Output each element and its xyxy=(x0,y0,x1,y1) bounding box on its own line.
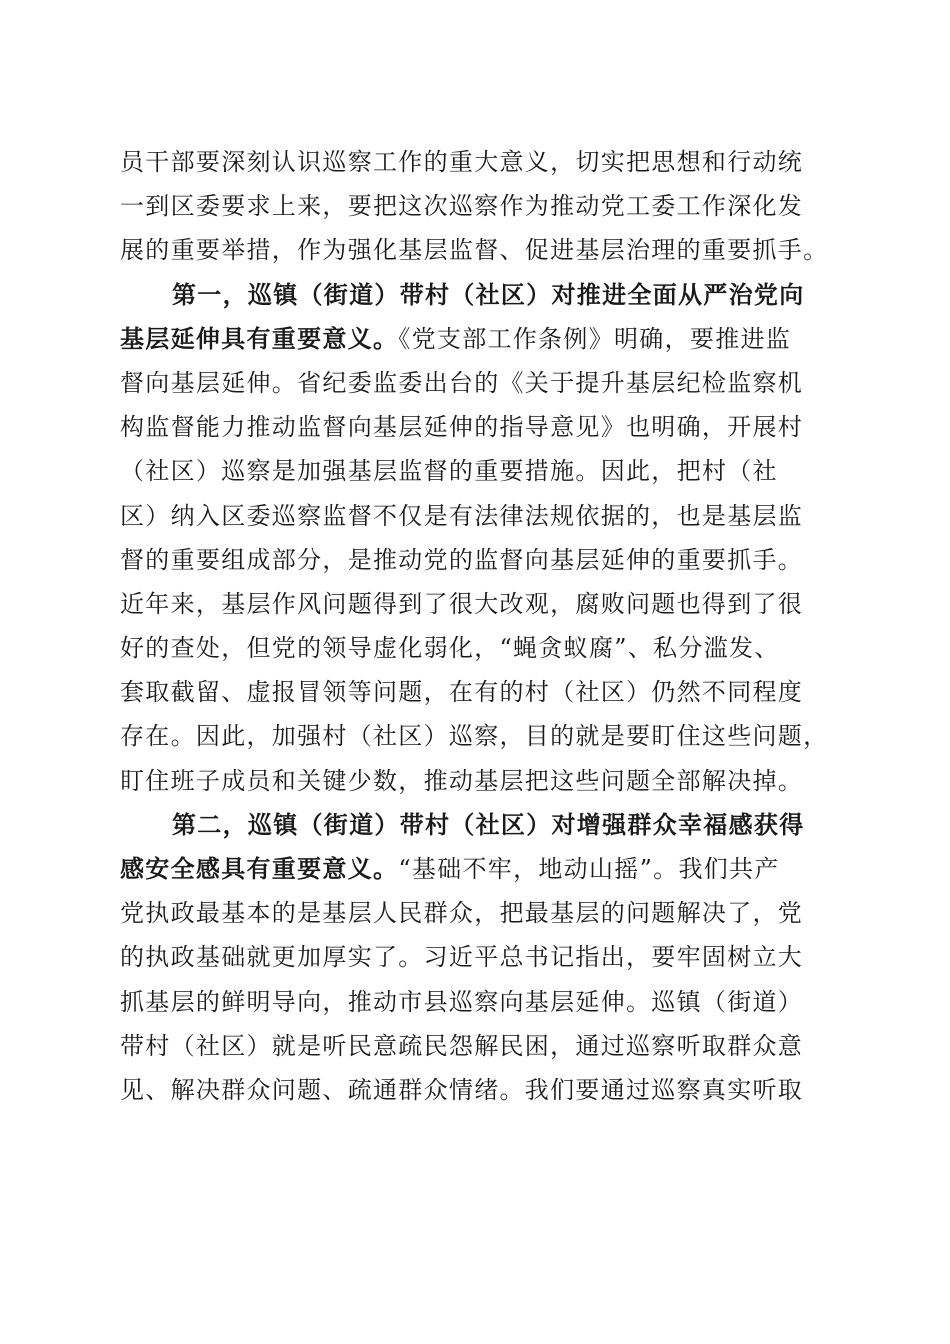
body-text xyxy=(120,140,840,1112)
text-segment: 《党支部工作条例》明确，要推进监 xyxy=(398,324,792,353)
text-segment: 展的重要举措，作为强化基层监督、促进基层治理的重要抓手。 xyxy=(120,236,829,265)
text-segment: 见、解决群众问题、疏通群众情绪。我们要通过巡察真实听取 xyxy=(120,1075,804,1104)
text-line xyxy=(120,891,840,935)
text-segment: 近年来，基层作风问题得到了很大改观，腐败问题也得到了很 xyxy=(120,589,804,618)
text-segment: 督向基层延伸。省纪委监委出台的《关于提升基层纪检监察机 xyxy=(120,368,804,397)
text-line xyxy=(120,582,840,626)
text-segment: 区）纳入区委巡察监督不仅是有法律法规依据的，也是基层监 xyxy=(120,501,804,530)
bold-text-segment: 第一，巡镇（街道）带村（社区）对推进全面从严治党向 xyxy=(172,279,805,309)
text-line xyxy=(120,980,840,1024)
text-line xyxy=(120,1024,840,1068)
text-line xyxy=(120,538,840,582)
text-line xyxy=(120,184,840,228)
text-line xyxy=(120,803,840,847)
text-line xyxy=(120,626,840,670)
text-line xyxy=(120,449,840,493)
text-segment: 好的查处，但党的领导虚化弱化，“蝇贪蚁腐”、私分滥发、 xyxy=(120,634,780,663)
text-line xyxy=(120,273,840,317)
text-line xyxy=(120,140,840,184)
text-line xyxy=(120,494,840,538)
text-line xyxy=(120,759,840,803)
text-segment: 套取截留、虚报冒领等问题，在有的村（社区）仍然不同程度 xyxy=(120,678,804,707)
text-segment: 带村（社区）就是听民意疏民怨解民困，通过巡察听取群众意 xyxy=(120,1031,804,1060)
text-segment: （社区）巡察是加强基层监督的重要措施。因此，把村（社 xyxy=(120,457,778,486)
text-segment: 抓基层的鲜明导向，推动市县巡察向基层延伸。巡镇（街道） xyxy=(120,987,804,1016)
text-segment: 党执政最基本的是基层人民群众，把最基层的问题解决了，党 xyxy=(120,899,804,928)
text-line xyxy=(120,935,840,979)
text-segment: 一到区委要求上来，要把这次巡察作为推动党工委工作深化发 xyxy=(120,192,804,221)
text-line xyxy=(120,405,840,449)
text-line xyxy=(120,317,840,361)
text-segment: 员干部要深刻认识巡察工作的重大意义，切实把思想和行动统 xyxy=(120,148,804,176)
text-line xyxy=(120,361,840,405)
text-line xyxy=(120,847,840,891)
text-line xyxy=(120,1068,840,1112)
bold-text-segment: 第二，巡镇（街道）带村（社区）对增强群众幸福感获得 xyxy=(172,809,805,839)
text-line xyxy=(120,670,840,714)
bold-text-segment: 感安全感具有重要意义。 xyxy=(120,854,399,883)
text-line xyxy=(120,228,840,272)
text-segment: “基础不牢，地动山摇”。我们共产 xyxy=(398,855,780,883)
text-segment: 存在。因此，加强村（社区）巡察，目的就是要盯住这些问题， xyxy=(120,722,829,751)
text-segment: 构监督能力推动监督向基层延伸的指导意见》也明确，开展村 xyxy=(120,413,804,442)
text-segment: 督的重要组成部分，是推动党的监督向基层延伸的重要抓手。 xyxy=(120,545,804,574)
text-segment: 的执政基础就更加厚实了。习近平总书记指出，要牢固树立大 xyxy=(120,943,804,972)
bold-text-segment: 基层延伸具有重要意义。 xyxy=(120,323,399,353)
text-line xyxy=(120,714,840,758)
text-segment: 盯住班子成员和关键少数，推动基层把这些问题全部解决掉。 xyxy=(120,766,804,795)
